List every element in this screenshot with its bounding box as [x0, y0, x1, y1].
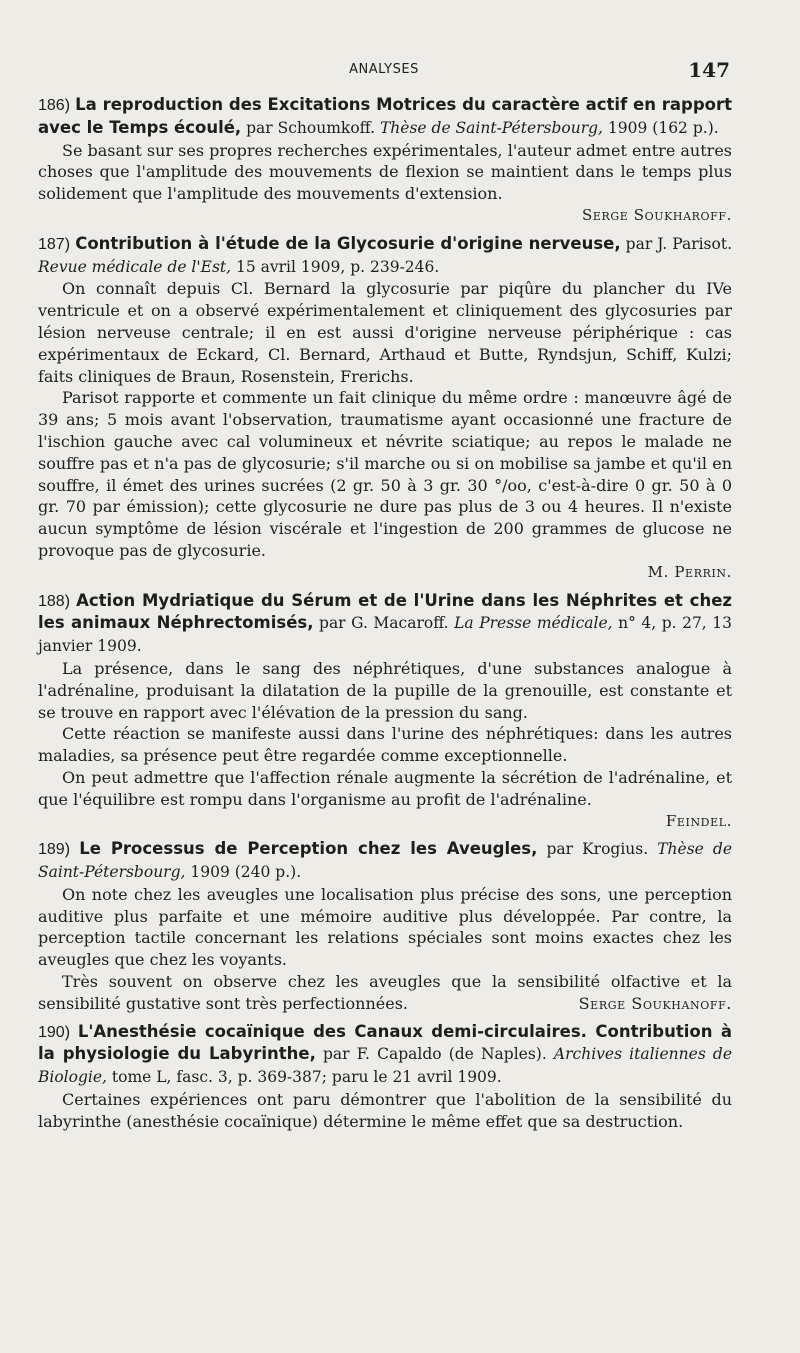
abstract-entry-186: [38, 94, 732, 227]
entry-source: La Presse médicale,: [454, 614, 613, 633]
entry-heading: [38, 590, 732, 658]
entry-signature: Serge Soukhanoff.: [578, 993, 732, 1013]
entry-title: Contribution à l'étude de la Glycosurie d'origine nerveuse,: [75, 233, 621, 253]
entry-number: 186): [38, 97, 71, 114]
entry-number: 189): [38, 841, 71, 859]
entry-paragraph: Très souvent on observe chez les aveugles que la sensibilité olfactive et la sensibilité gustative sont très perfectionnées.: [38, 972, 732, 1013]
entry-paragraph: Se basant sur ses propres recherches expérimentales, l'auteur admet entre autres choses que l'amplitude des mouvements de flexion se maintient dans le temps plus solidement que l'amplitude des mouvements d'extension.: [38, 140, 732, 204]
entry-source: Archives italiennes de Biologie,: [38, 1045, 733, 1087]
entry-heading: [38, 1021, 732, 1089]
entry-paragraph: On connaît depuis Cl. Bernard la glycosurie par piqûre du plancher du IVe ventricule et on a observé expérimentalement et cliniquement des glycosuries par lésion nerveuse centrale; il en est aussi d'origine nerveuse périphérique : cas expérimentaux de Eckard, Cl. Bernard, Arthaud et Butte, Ryndsjun, Schiff, Kulzi; faits cliniques de Braun, Rosenstein, Frerichs.: [38, 279, 732, 386]
entry-paragraph: On peut admettre que l'affection rénale augmente la sécrétion de l'adrénaline, et que l'équilibre est rompu dans l'organisme au profit de l'adrénaline.: [38, 767, 732, 809]
entry-paragraph: Cette réaction se manifeste aussi dans l'urine des néphrétiques: dans les autres maladies, sa présence peut être regardée comme exceptionnelle.: [38, 724, 732, 766]
entry-signature: M. Perrin.: [647, 562, 732, 581]
entry-paragraph: On note chez les aveugles une localisation plus précise des sons, une perception auditive plus parfaite et une mémoire auditive plus développée. Par contre, la perception tactile concernant les relations spéciales sont moins exactes chez les aveugles que chez les voyants.: [38, 884, 732, 970]
article-list: [38, 94, 732, 1139]
entry-date: n° 4, p. 27, 13 janvier 1909.: [38, 614, 732, 656]
entry-date: 1909 (240 p.).: [185, 863, 302, 882]
page-header: [38, 58, 730, 84]
entry-date: 15 avril 1909, p. 239-246.: [231, 257, 440, 276]
entry-paragraph-with-signature: [38, 971, 732, 1015]
abstract-entry-187: [38, 233, 732, 584]
entry-number: 188): [38, 592, 71, 610]
entry-number: 187): [38, 235, 71, 253]
entry-author: par Schoumkoff.: [241, 118, 380, 137]
entry-title: L'Anesthésie cocaïnique des Canaux demi-circulaires. Contribution à la physiologie du Labyrinthe,: [38, 1021, 733, 1064]
entry-signature: Serge Soukharoff.: [581, 205, 732, 224]
page-number: 147: [688, 58, 730, 82]
entry-date: 1909 (162 p.).: [602, 118, 719, 137]
entry-source: Thèse de Saint-Pétersbourg,: [379, 118, 603, 137]
running-head: ANALYSES: [349, 62, 419, 77]
entry-author: par J. Parisot.: [620, 234, 733, 253]
abstract-entry-190: [38, 1021, 732, 1133]
entry-heading: [38, 94, 732, 140]
entry-heading: [38, 233, 732, 279]
entry-author: par F. Capaldo (de Naples).: [315, 1045, 554, 1064]
entry-paragraph: Certaines expériences ont paru démontrer que l'abolition de la sensibilité du labyrinthe (anesthésie cocaïnique) détermine le même effet que sa destruction.: [38, 1090, 732, 1131]
entry-signature: Feindel.: [665, 811, 732, 830]
abstract-entry-188: [38, 590, 732, 833]
entry-date: tome L, fasc. 3, p. 369-387; paru le 21 avril 1909.: [106, 1068, 502, 1087]
abstract-entry-189: [38, 838, 732, 1014]
entry-title: Action Mydriatique du Sérum et de l'Urine dans les Néphrites et chez les animaux Néphrectomisés,: [38, 590, 732, 633]
entry-author: par Krogius.: [537, 840, 658, 859]
entry-heading: [38, 838, 732, 884]
entry-author: par G. Macaroff.: [313, 614, 455, 633]
entry-source: Thèse de Saint-Pétersbourg,: [38, 840, 732, 882]
entry-source: Revue médicale de l'Est,: [38, 257, 232, 276]
entry-number: 190): [38, 1023, 71, 1041]
entry-title: Le Processus de Perception chez les Aveugles,: [79, 839, 538, 859]
entry-paragraph: Parisot rapporte et commente un fait clinique du même ordre : manœuvre âgé de 39 ans; 5 mois avant l'observation, traumatisme ayant occasionné une fracture de l'ischion gauche avec cal volumineux et névrite sciatique; au repos le malade ne souffre pas et n'a pas de glycosurie; s'il marche ou si on mobilise sa jambe et qu'il en souffre, il émet des urines sucrées (2 gr. 50 à 3 gr. 30 °/oo, c'est-à-dire 0 gr. 50 à 0 gr. 70 par émission); cette glycosurie ne dure pas plus de 3 ou 4 heures. Il n'existe aucun symptôme de lésion viscérale et l'ingestion de 200 grammes de glucose ne provoque pas de glycosurie.: [38, 388, 732, 560]
entry-paragraph: La présence, dans le sang des néphrétiques, d'une substances analogue à l'adrénaline, produisant la dilatation de la pupille de la grenouille, est constante et se trouve en rapport avec l'élévation de la pression du sang.: [38, 658, 732, 722]
entry-title: La reproduction des Excitations Motrices du caractère actif en rapport avec le Temps écoulé,: [38, 95, 732, 137]
